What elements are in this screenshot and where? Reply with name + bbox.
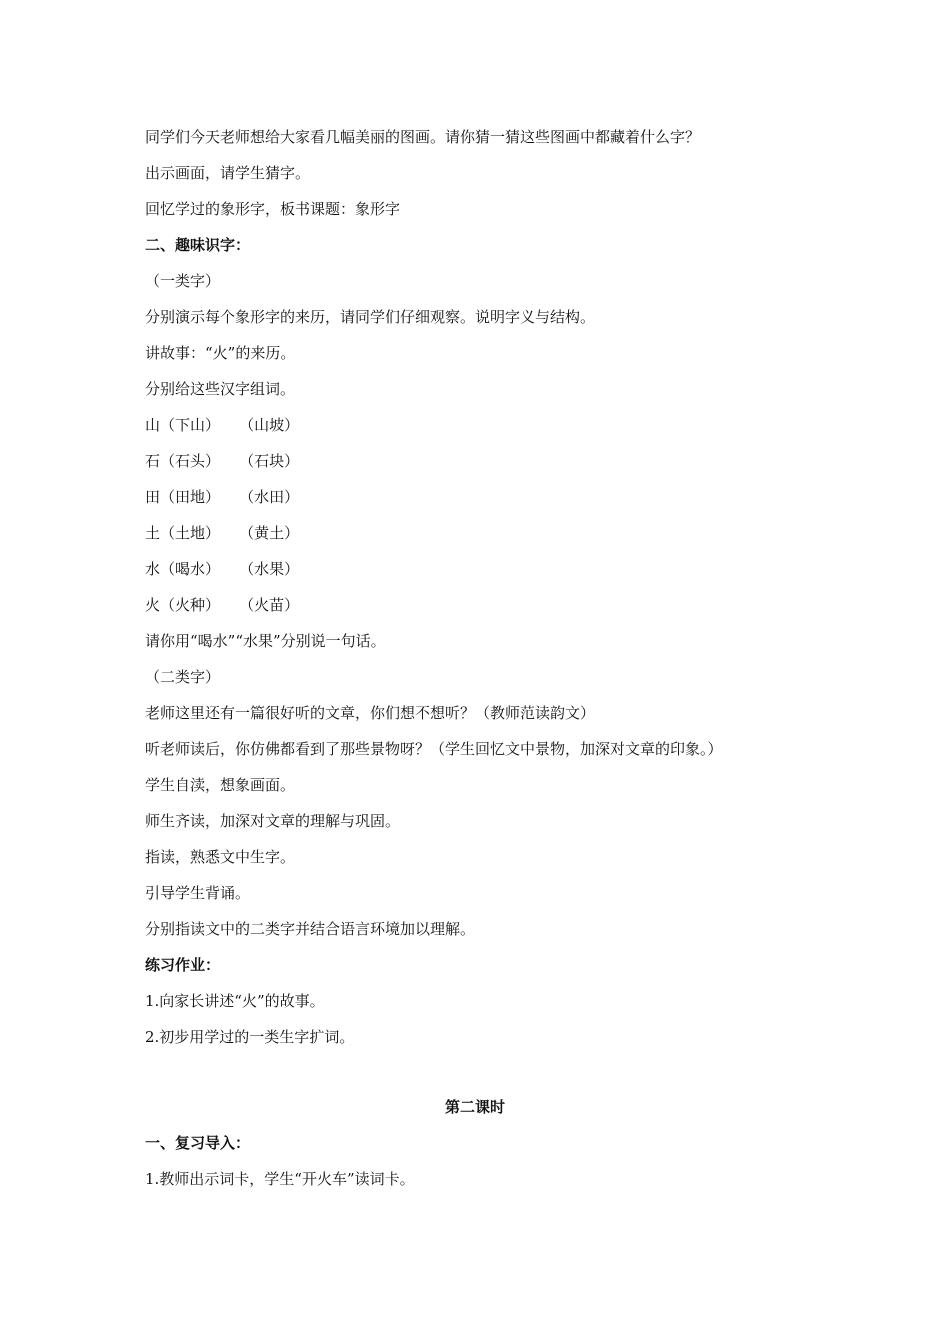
section-heading-review: 一、复习导入： [145, 1134, 251, 1152]
section-heading-fun-literacy: 二、趣味识字： [145, 236, 251, 254]
paragraph-read-together: 师生齐读，加深对文章的理解与巩固。 [145, 812, 401, 830]
paragraph-point-read: 指读，熟悉文中生字。 [145, 848, 296, 866]
word-pair-field: 田（田地） （水田） [145, 488, 300, 506]
paragraph-recall: 回忆学过的象形字，板书课题：象形字 [145, 200, 401, 218]
paragraph-after-reading: 听老师读后，你仿佛都看到了那些景物呀？（学生回忆文中景物，加深对文章的印象。） [145, 740, 723, 758]
word-pair-fire: 火（火种） （火苗） [145, 596, 300, 614]
paragraph-demonstrate: 分别演示每个象形字的来历，请同学们仔细观察。说明字义与结构。 [145, 308, 596, 326]
paragraph-self-read: 学生自渎，想象画面。 [145, 776, 296, 794]
paragraph-story: 讲故事：“火”的来历。 [145, 344, 296, 362]
paragraph-recite: 引导学生背诵。 [145, 884, 251, 902]
word-pair-stone: 石（石头） （石块） [145, 452, 300, 470]
paragraph-form-words: 分别给这些汉字组词。 [145, 380, 296, 398]
paragraph-intro: 同学们今天老师想给大家看几幅美丽的图画。请你猜一猜这些图画中都藏着什么字？ [145, 128, 701, 146]
paragraph-understand-chars: 分别指读文中的二类字并结合语言环境加以理解。 [145, 920, 476, 938]
subheading-class-one-chars: （一类字） [145, 272, 221, 290]
subheading-class-two-chars: （二类字） [145, 668, 221, 686]
lesson-two-title: 第二课时 [444, 1098, 505, 1116]
paragraph-show-pictures: 出示画面，请学生猜字。 [145, 164, 311, 182]
homework-item-1: 1.向家长讲述“火”的故事。 [145, 992, 325, 1010]
section-heading-homework: 练习作业： [145, 956, 221, 974]
word-pair-soil: 土（土地） （黄土） [145, 524, 300, 542]
word-pair-water: 水（喝水） （水果） [145, 560, 300, 578]
homework-item-2: 2.初步用学过的一类生字扩词。 [145, 1028, 355, 1046]
word-pair-mountain: 山（下山） （山坡） [145, 416, 300, 434]
paragraph-teacher-reads: 老师这里还有一篇很好听的文章，你们想不想听？（教师范读韵文） [145, 704, 596, 722]
review-item-1: 1.教师出示词卡，学生“开火车”读词卡。 [145, 1170, 415, 1188]
paragraph-make-sentence: 请你用“喝水”“水果”分别说一句话。 [145, 632, 386, 650]
